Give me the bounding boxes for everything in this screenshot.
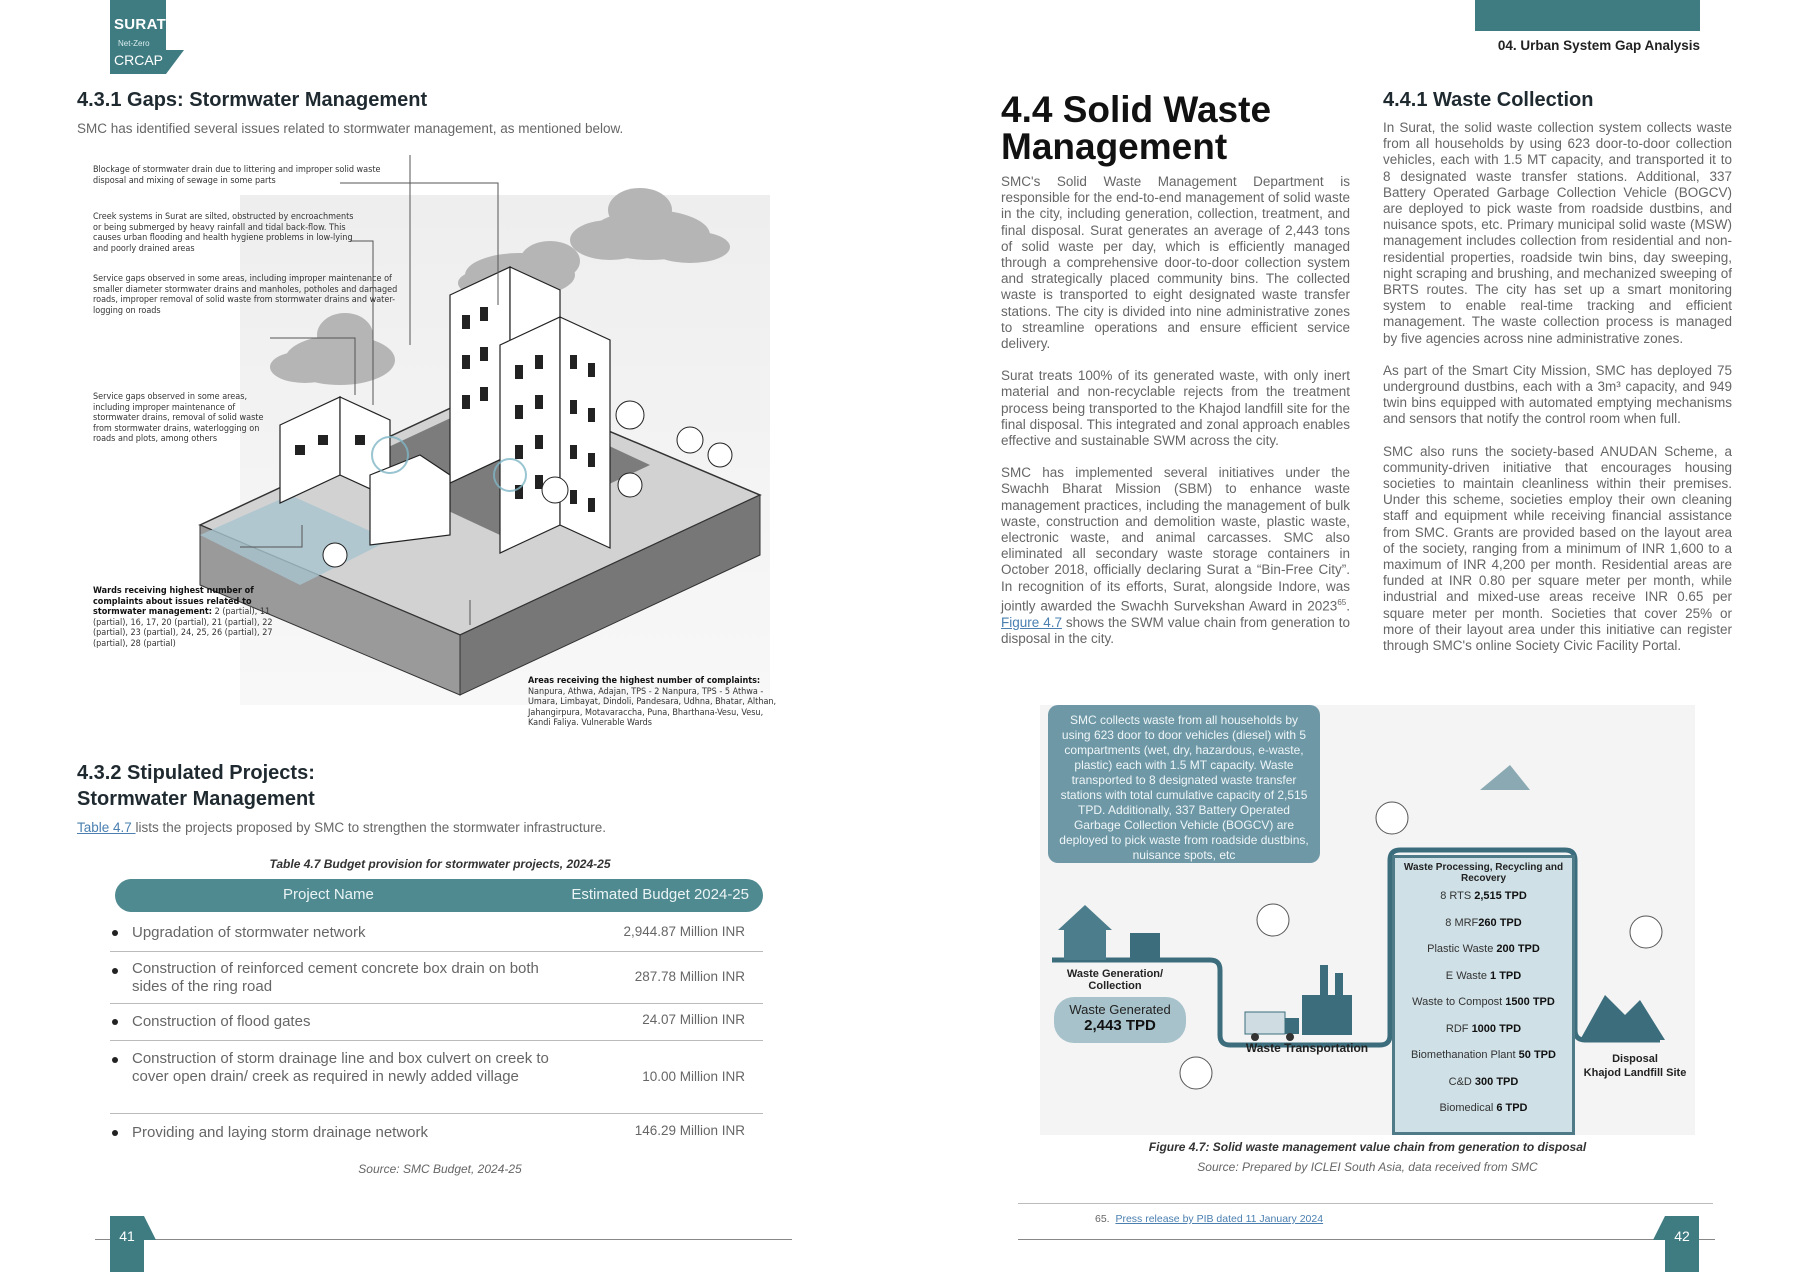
bullet [112, 930, 118, 936]
waste-collection-column [1383, 120, 1732, 670]
areas-label: Areas receiving the highest number of complaints: [528, 676, 761, 686]
swm-title-line1: 4.4 Solid Waste [1001, 89, 1272, 130]
logo-crcap: CRCAP [114, 52, 164, 68]
table-row [110, 1114, 763, 1151]
project-budget: 146.29 Million INR [634, 1123, 745, 1138]
figure-caption: Figure 4.7: Solid waste management value chain from generation to disposal [1148, 1140, 1587, 1154]
projects-intro-text: lists the projects proposed by SMC to strengthen the stormwater infrastructure. [135, 820, 607, 835]
processing-item [1395, 996, 1572, 1023]
p3-text: SMC has implemented several initiatives under the Swachh Bharat Mission (SBM) to enhance waste management practices, including the management of bulk waste, construction and demolition waste, plastic waste, electronic waste, and animal carcasses. SMC also eliminated all secondary waste storage containers in October 2018, officially declaring Surat a “Bin-Free City”. In recognition of its efforts, Surat, alongside Indore, was jointly awarded the Swachh Survekshan Award in 2023 [1001, 465, 1350, 614]
annotation-blockage: Blockage of stormwater drain due to littering and improper solid waste disposal and mixing of sewage in some parts [93, 165, 381, 186]
processing-item-name: Waste to Compost [1412, 996, 1506, 1008]
transport-label: Waste Transportation [1245, 1041, 1369, 1055]
col-project-name: Project Name [283, 886, 374, 903]
project-name: Construction of flood gates [132, 1013, 311, 1030]
annotation-wards [93, 586, 283, 649]
processing-box [1392, 855, 1575, 1135]
swm-value-chain-figure [1040, 705, 1695, 1135]
collection-info-box: SMC collects waste from all households by using 623 door to door vehicles (diesel) with 5 compartments (wet, dry, hazardous, e-waste, plastic) each with 1.5 MT capacity. Waste transported to 8 designated waste transfer stations with total cumulative capacity of 2,515 TPD. Additionally, 337 Battery Operated Garbage Collection Vehicle (BOGCV) are deployed to pick waste from roadside dustbins, nuisance spots, etc [1048, 705, 1320, 863]
processing-item-name: 8 RTS [1440, 890, 1475, 902]
page-tab-right-corner [1653, 1216, 1665, 1240]
footnote [1095, 1213, 1323, 1225]
projects-intro [77, 820, 606, 835]
p3-text-end: shows the SWM value chain from generation to disposal in the city. [1001, 614, 1350, 646]
processing-item-name: Plastic Waste [1427, 943, 1497, 955]
table-caption: Table 4.7 Budget provision for stormwater projects, 2024-25 [269, 857, 611, 871]
swm-intro-column [1001, 174, 1350, 663]
footnote-ref: 65 [1337, 597, 1347, 607]
footer-rule-left [95, 1239, 792, 1240]
projects-title-line1: 4.3.2 Stipulated Projects: [77, 762, 315, 784]
swm-title-line2: Management [1001, 126, 1228, 167]
processing-item-name: Biomedical [1439, 1102, 1497, 1114]
swm-paragraph-2: Surat treats 100% of its generated waste, with only inert material and non-recyclable rejects from the treatment process being transported to the Khajod landfill site for the final disposal. This integrated and zonal approach enables effective and sustainable SWM across the city. [1001, 368, 1350, 449]
processing-title: Waste Processing, Recycling and Recovery [1403, 862, 1564, 884]
processing-item-value: 1000 TPD [1471, 1022, 1522, 1035]
annotation-areas [528, 676, 778, 729]
processing-item-value: 300 TPD [1474, 1075, 1519, 1088]
project-name: Construction of reinforced cement concrete box drain on both sides of the ring road [132, 960, 539, 995]
page-tab-left-corner [144, 1216, 156, 1240]
page-number-right-text: 42 [1674, 1228, 1690, 1244]
generation-label: Waste Generation/ Collection [1066, 968, 1164, 992]
processing-item-value: 50 TPD [1518, 1049, 1556, 1061]
projects-title [77, 760, 315, 812]
wards-label: Wards receiving highest number of complaints about issues related to stormwater management: [93, 586, 254, 617]
page-number-right [1665, 1216, 1699, 1272]
logo-netzero: Net-Zero [118, 39, 150, 48]
disposal-text: Disposal [1612, 1053, 1658, 1065]
table-row [110, 952, 763, 1004]
areas-list: Nanpura, Athwa, Adajan, TPS - 2 Nanpura, TPS - 5 Athwa - Umara, Limbayat, Dindoli, Pandesara, Udhna, Bhatar, Althan, Jahangirpura, Motavaraccha, Puna, Bharthana-Vesu, Vesu, Kandi Faliya. Vulnerable Wards [528, 686, 777, 728]
figure-source: Source: Prepared by ICLEI South Asia, data received from SMC [1197, 1160, 1538, 1174]
project-budget: 2,944.87 Million INR [623, 924, 745, 939]
col-estimated-budget: Estimated Budget 2024-25 [571, 886, 749, 903]
processing-item [1395, 970, 1572, 997]
processing-item-name: 8 MRF [1445, 916, 1479, 929]
table-header [115, 879, 763, 912]
processing-item [1395, 943, 1572, 970]
figure-4-7-link[interactable]: Figure 4.7 [1001, 614, 1062, 630]
table-row [110, 915, 763, 952]
wc-paragraph-3: SMC also runs the society-based ANUDAN Scheme, a community-driven initiative that encourages housing societies to maintain cleanliness within their premises. Under this scheme, societies employ their own cleaning staff and equipment while receiving financial assistance from SMC. Grants are provided based on the layout area of the society, ranging from a minimum of INR 1,600 to a maximum of INR 4,200 per month. Residential areas are funded at INR 0.80 per square meter per month, while industrial and mixed-use areas receive INR 0.65 per square meter per month. Societies that cover 25% or more of their layout area under this initiative can register through SMC's online Society Civic Facility Portal. [1383, 443, 1732, 654]
table-row [110, 1041, 763, 1114]
processing-item-value: 1 TPD [1490, 969, 1522, 982]
project-budget: 10.00 Million INR [642, 1069, 745, 1084]
projects-title-line2: Stormwater Management [77, 788, 315, 810]
disposal-label [1580, 1052, 1690, 1080]
processing-item-value: 200 TPD [1496, 943, 1540, 955]
gaps-title: 4.3.1 Gaps: Stormwater Management [77, 89, 428, 111]
section-header: 04. Urban System Gap Analysis [1497, 38, 1700, 53]
processing-item-name: C&D [1448, 1075, 1475, 1088]
landfill-name: Khajod Landfill Site [1583, 1067, 1687, 1079]
project-name: Providing and laying storm drainage network [132, 1124, 428, 1141]
processing-list [1395, 890, 1572, 1129]
pib-press-release-link[interactable]: Press release by PIB dated 11 January 2024 [1115, 1213, 1324, 1225]
bullet [112, 1057, 118, 1063]
bullet [112, 968, 118, 974]
processing-item [1395, 1076, 1572, 1103]
surat-crcap-logo [110, 0, 192, 74]
table-4-7-link[interactable]: Table 4.7 [77, 820, 136, 835]
processing-item-value: 6 TPD [1496, 1102, 1528, 1114]
annotation-creek: Creek systems in Surat are silted, obstructed by encroachments or being submerged by heavy rainfall and tidal back-flow. This causes urban flooding and health hygiene problems in low-lying and poorly drained areas [93, 212, 354, 254]
processing-item-value: 1500 TPD [1505, 996, 1555, 1008]
processing-item [1395, 1102, 1572, 1129]
processing-item [1395, 917, 1572, 944]
waste-generated-label: Waste Generated [1069, 1002, 1171, 1017]
processing-item-value: 260 TPD [1478, 916, 1522, 929]
wc-paragraph-1: In Surat, the solid waste collection system collects waste from all households by using 623 door-to-door collection vehicles, each with 1.5 MT capacity, and transported it to 8 designated waste transfer stations. Additional, 337 Battery Operated Garbage Collection Vehicle (BOGCV) are deployed to pick waste from roadside dustbins, and nuisance spots, etc. Primary municipal solid waste (MSW) management includes collection from residential and non-residential properties, roadside twin bins, day sweeping, night scraping and brushing, and mechanized sweeping of BRTS routes. The city has set up a smart monitoring system to enable real-time tracking and efficient management. The waste collection process is managed by five agencies across nine administrative zones. [1383, 120, 1732, 346]
annotation-service-gaps-2: Service gaps observed in some areas, including improper maintenance of stormwater drains, removal of solid waste from stormwater drains, waterlogging on roads and plots, among others [93, 392, 264, 444]
bullet [112, 1019, 118, 1025]
table-source: Source: SMC Budget, 2024-25 [358, 1162, 522, 1176]
table-row [110, 1004, 763, 1041]
page-number-left [110, 1216, 144, 1272]
wc-paragraph-2: As part of the Smart City Mission, SMC has deployed 75 underground dustbins, each with a 3m³ capacity, and 949 twin bins equipped with automated emptying mechanisms and sensors that notify the control room when full. [1383, 362, 1732, 427]
swm-title [1001, 91, 1271, 165]
processing-item-name: Biomethanation Plant [1411, 1049, 1519, 1061]
project-name: Construction of storm drainage line and box culvert on creek to cover open drain/ creek as required in newly added village [132, 1050, 549, 1085]
waste-collection-title: 4.4.1 Waste Collection [1383, 89, 1594, 111]
wards-list: 2 (partial), 11 (partial), 16, 17, 20 (partial), 21 (partial), 22 (partial), 23 (partial), 24, 25, 26 (partial), 27 (partial), 28 (partial) [93, 607, 273, 649]
footer-rule-right [1018, 1239, 1715, 1240]
logo-surat: SURAT [114, 16, 167, 33]
gaps-intro: SMC has identified several issues related to stormwater management, as mentioned below. [77, 121, 624, 136]
annotation-service-gaps-1: Service gaps observed in some areas, including improper maintenance of smaller diameter stormwater drains and manholes, potholes and damaged roads, improper removal of solid waste from stormwater drains and water-logging on roads [93, 274, 398, 316]
processing-item [1395, 890, 1572, 917]
project-name: Upgradation of stormwater network [132, 924, 366, 941]
processing-item-name: E Waste [1445, 969, 1491, 982]
project-budget: 24.07 Million INR [642, 1012, 745, 1027]
project-budget: 287.78 Million INR [634, 969, 745, 984]
footnote-rule [1018, 1203, 1713, 1204]
processing-item [1395, 1049, 1572, 1076]
processing-item-value: 2,515 TPD [1474, 890, 1527, 902]
processing-item-name: RDF [1445, 1022, 1472, 1035]
header-bar [1475, 0, 1700, 31]
swm-paragraph-3: SMC has implemented several initiatives under the Swachh Bharat Mission (SBM) to enhance waste management practices, including the management of bulk waste, construction and demolition waste, plastic waste, electronic waste, and animal carcasses. SMC also eliminated all secondary waste storage containers in October 2018, officially declaring Surat a “Bin-Free City”. In recognition of its efforts, Surat, alongside Indore, was jointly awarded the Swachh Survekshan Award in 2023$^{65}$. Figure 4.7 shows the SWM value chain from generation to disposal in the city. [1001, 465, 1350, 646]
bullet [112, 1130, 118, 1136]
page-number-left-text: 41 [119, 1228, 135, 1244]
footnote-number: 65. [1095, 1213, 1110, 1225]
processing-item [1395, 1023, 1572, 1050]
waste-generated-pill [1054, 997, 1186, 1043]
waste-generated-value: 2,443 TPD [1084, 1017, 1156, 1034]
swm-paragraph-1: SMC's Solid Waste Management Department is responsible for the end-to-end management of solid waste in the city, including generation, collection, treatment, and final disposal. Surat generates an average of 2,443 tons of solid waste per day, which is efficiently managed through a comprehensive door-to-door collection system and strategically placed community bins. The collected waste is transported to eight designated waste transfer stations. The city is divided into nine administrative zones to streamline operations and ensure efficient service delivery. [1001, 174, 1350, 352]
